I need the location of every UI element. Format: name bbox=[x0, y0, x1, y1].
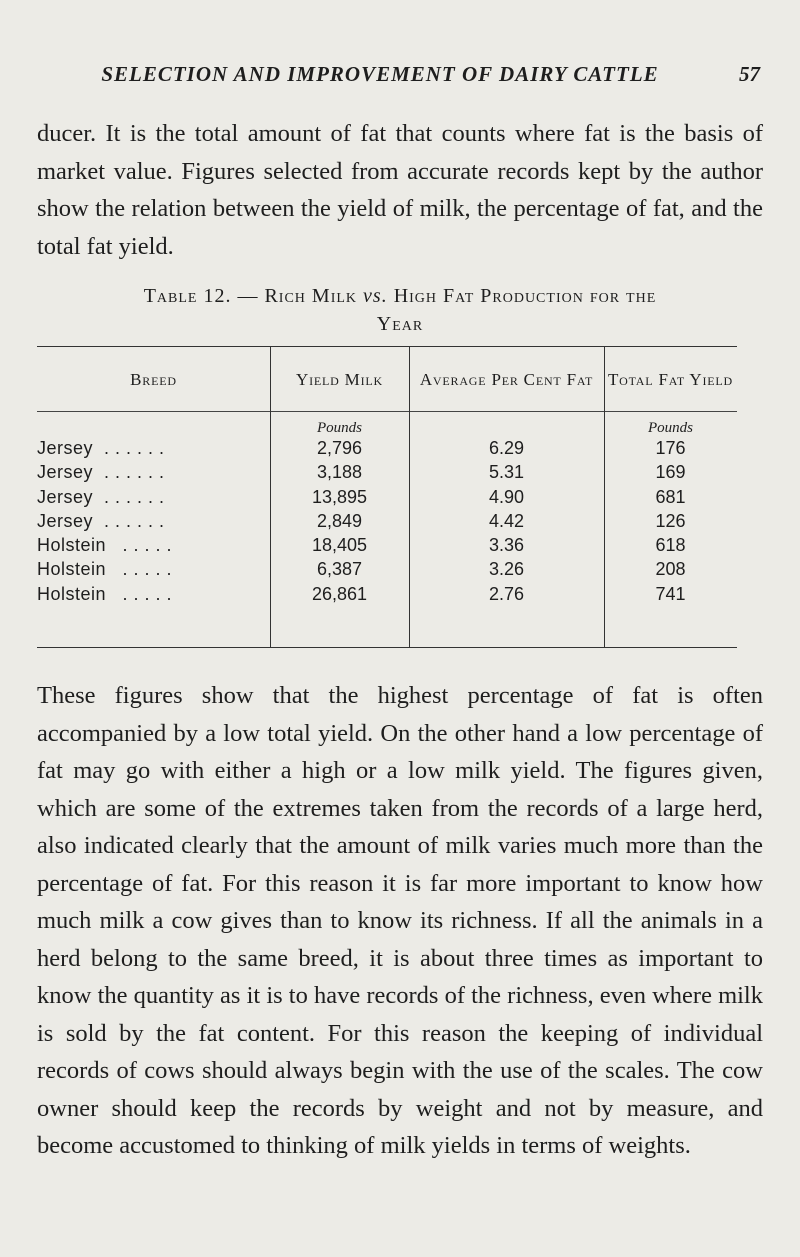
running-title: SELECTION AND IMPROVEMENT OF DAIRY CATTLE bbox=[101, 62, 659, 86]
running-head bbox=[60, 62, 760, 88]
paragraph-intro: ducer. It is the total amount of fat that counts where fat is the basis of market value. Figures selected from accurate records kept by the author show the relation between the yield of milk, the percentage of fat, and the total fat yield. bbox=[37, 120, 763, 260]
table-row bbox=[37, 436, 737, 460]
cell-yield: 3,188 bbox=[316, 462, 363, 483]
cell-breed: Jersey . . . . . . bbox=[37, 510, 165, 531]
units-total-fat: Pounds bbox=[648, 420, 693, 436]
table-row bbox=[37, 509, 737, 533]
table-title bbox=[37, 282, 763, 338]
units-yield-milk: Pounds bbox=[317, 420, 362, 436]
cell-breed: Jersey . . . . . . bbox=[37, 462, 165, 483]
table-top-rule bbox=[37, 346, 737, 347]
cell-yield: 13,895 bbox=[311, 486, 368, 507]
cell-total: 208 bbox=[655, 559, 686, 580]
table-header-rule bbox=[37, 411, 737, 412]
table-row bbox=[37, 533, 737, 557]
cell-pct: 5.31 bbox=[488, 462, 525, 483]
cell-total: 126 bbox=[655, 510, 686, 531]
header-yield-milk: Yield Milk bbox=[296, 370, 383, 389]
cell-total: 618 bbox=[655, 535, 686, 556]
cell-yield: 2,796 bbox=[316, 438, 363, 458]
table-title-line2: Year bbox=[376, 313, 424, 335]
cell-pct: 3.26 bbox=[488, 559, 525, 580]
cell-pct: 2.76 bbox=[488, 583, 525, 604]
table-title-pre: Table 12. — Rich Milk bbox=[143, 285, 364, 307]
cell-yield: 6,387 bbox=[316, 559, 363, 580]
table-title-post: High Fat Production for the bbox=[387, 285, 657, 307]
table-row bbox=[37, 582, 737, 606]
paragraph-discussion: These figures show that the highest percentage of fat is often accompanied by a low total yield. On the other hand a low percentage of fat may go with either a high or a low milk yield. The figures given, which are some of the extremes taken from the records of a large herd, also indicated clearly that the amount of milk varies much more than the percentage of fat. For this reason it is far more important to know how much milk a cow gives than to know its richness. If all the animals in a herd belong to the same breed, it is about three times as important to know the quantity as it is to have records of the richness, even where milk is sold by the fat content. For this reason the keeping of individual records of cows should always begin with the use of the scales. The cow owner should keep the records by weight and not by measure, and become accustomed to thinking of milk yields in terms of weights. bbox=[37, 682, 763, 1159]
table-bottom-rule bbox=[37, 647, 737, 648]
table-title-line1 bbox=[37, 282, 763, 310]
cell-total: 176 bbox=[655, 438, 686, 458]
cell-total: 169 bbox=[655, 462, 686, 483]
table-row bbox=[37, 557, 737, 581]
cell-breed: Holstein . . . . . bbox=[37, 559, 173, 580]
cell-yield: 26,861 bbox=[311, 583, 368, 604]
data-table bbox=[37, 346, 763, 650]
table-body bbox=[37, 436, 737, 606]
cell-yield: 2,849 bbox=[316, 510, 363, 531]
cell-total: 681 bbox=[655, 486, 686, 507]
cell-breed: Holstein . . . . . bbox=[37, 583, 173, 604]
cell-breed: Jersey . . . . . . bbox=[37, 486, 165, 507]
cell-pct: 6.29 bbox=[488, 438, 525, 458]
cell-pct: 4.90 bbox=[488, 486, 525, 507]
table-title-vs: vs. bbox=[363, 285, 388, 307]
cell-breed: Holstein . . . . . bbox=[37, 535, 173, 556]
table-row bbox=[37, 485, 737, 509]
cell-total: 741 bbox=[655, 583, 686, 604]
cell-pct: 4.42 bbox=[488, 510, 525, 531]
header-total-fat-yield: Total Fat Yield bbox=[607, 370, 733, 389]
cell-yield: 18,405 bbox=[311, 535, 368, 556]
header-average-pct-fat: Average Per Cent Fat bbox=[419, 370, 594, 389]
cell-breed: Jersey . . . . . . bbox=[37, 438, 165, 458]
table-row bbox=[37, 460, 737, 484]
cell-pct: 3.36 bbox=[488, 535, 525, 556]
page-number: 57 bbox=[739, 62, 760, 86]
header-breed: Breed bbox=[130, 370, 177, 389]
